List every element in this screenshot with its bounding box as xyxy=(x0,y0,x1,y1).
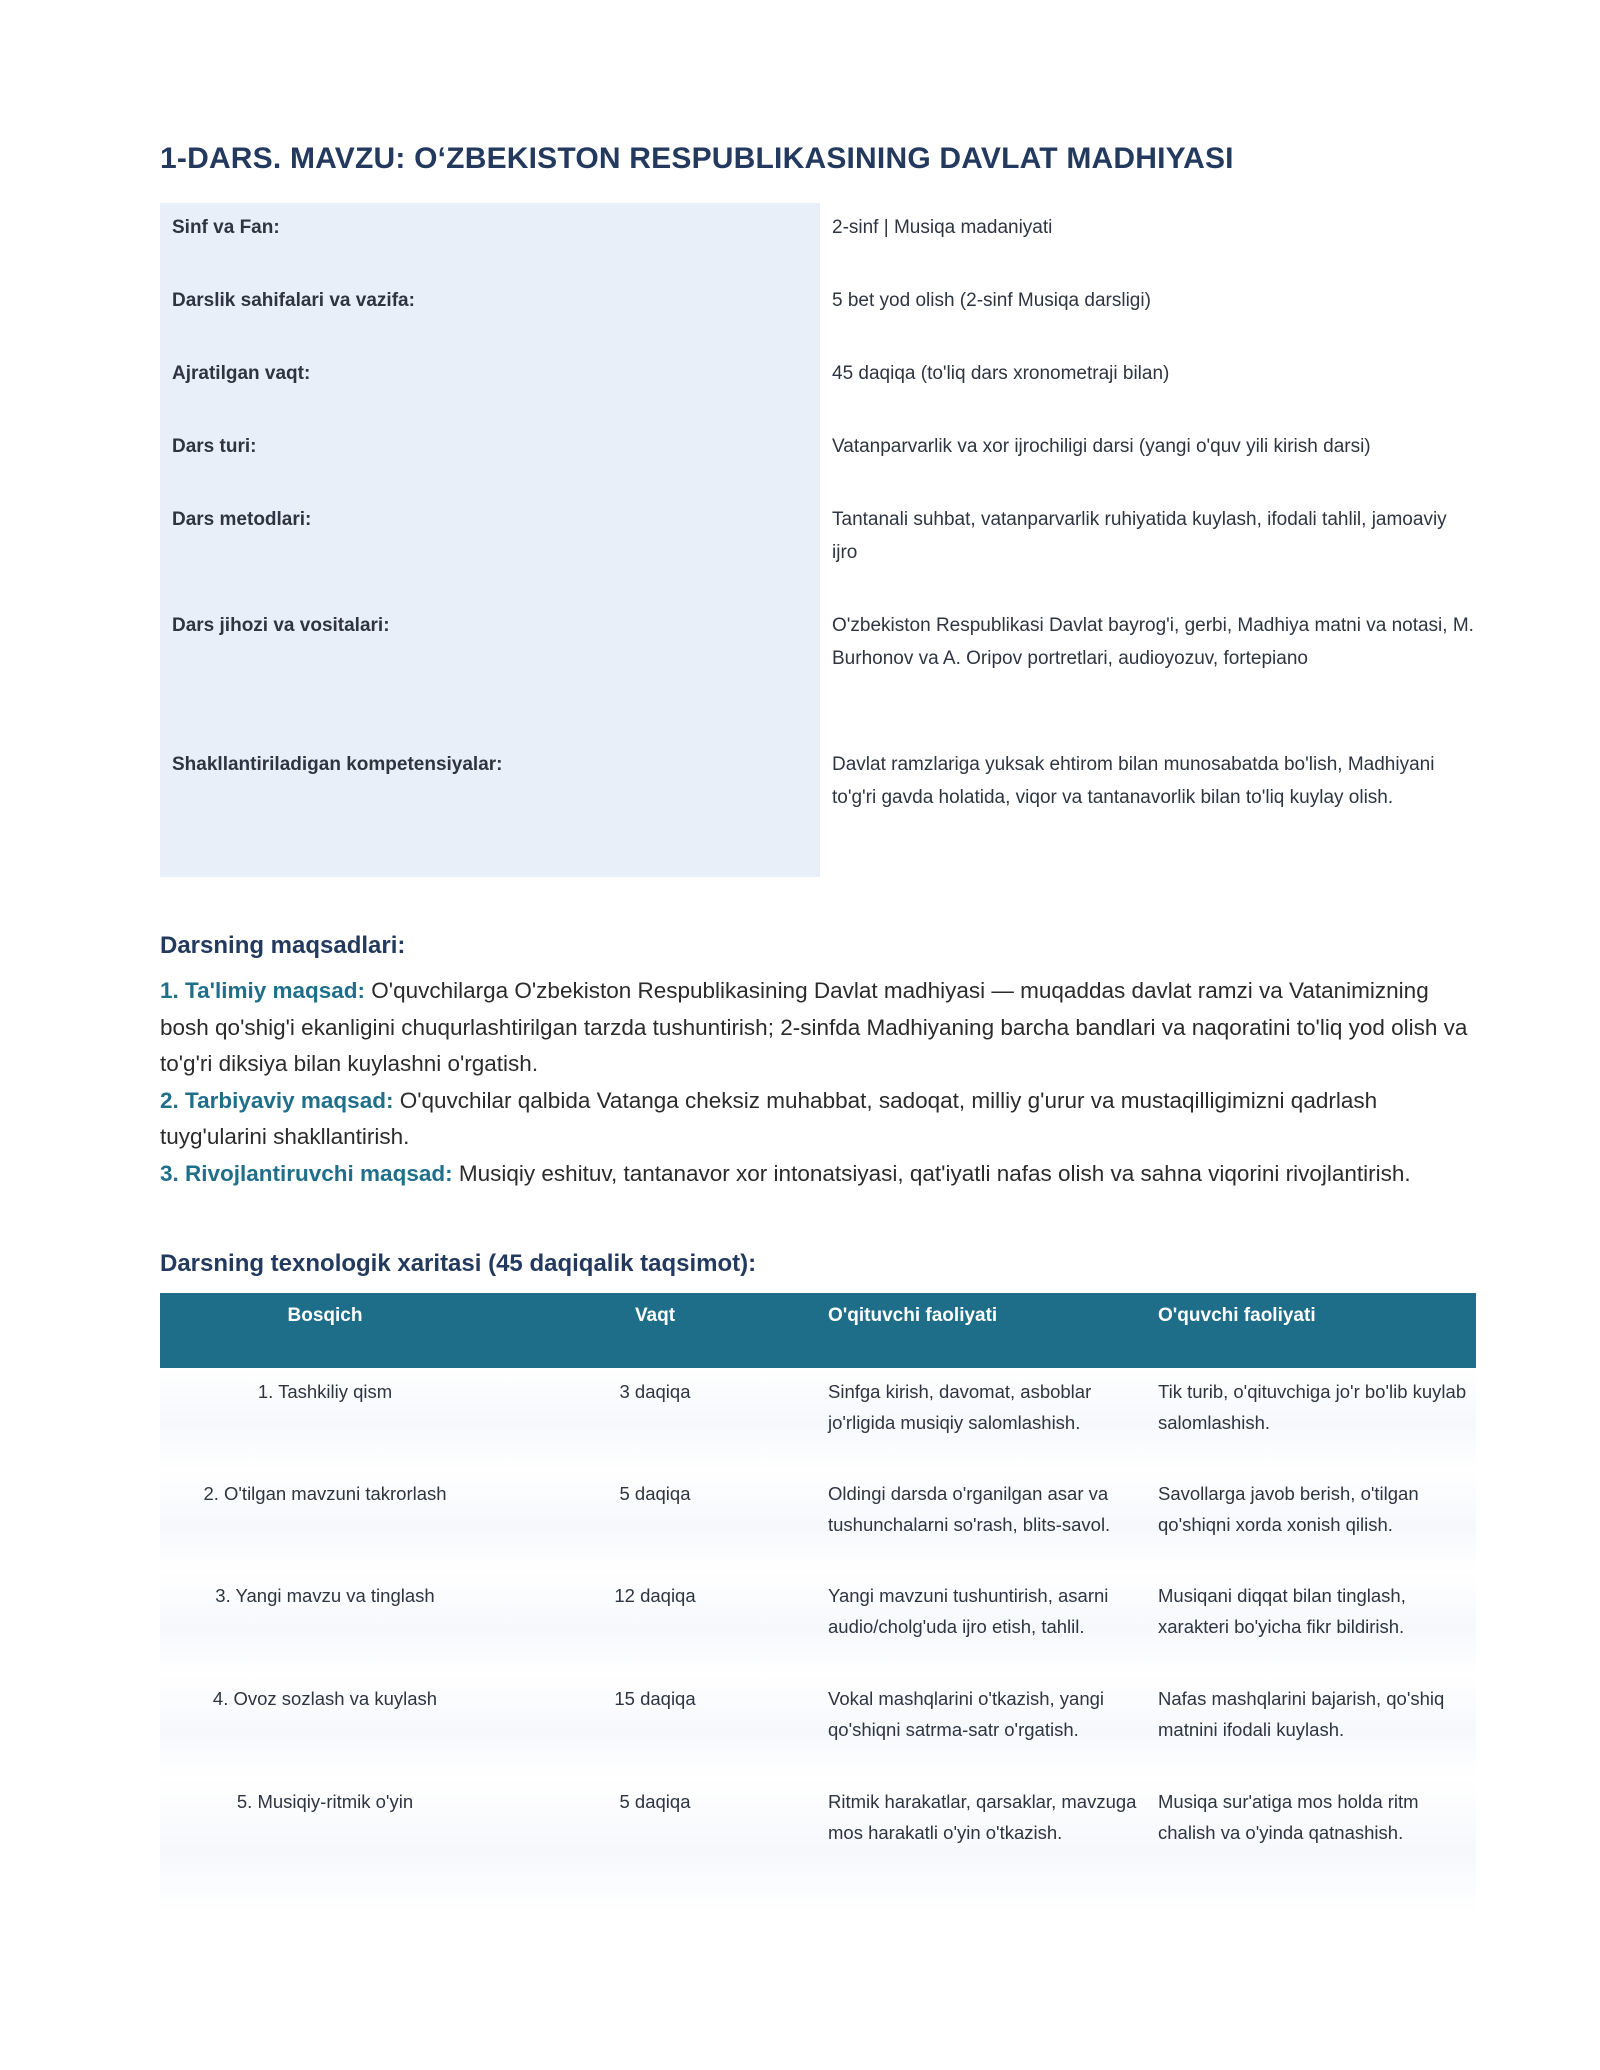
table-row xyxy=(160,1675,1476,1778)
student-cell: Musiqani diqqat bilan tinglash, xarakteri bo'yicha fikr bildirish. xyxy=(1158,1585,1406,1637)
student-cell: Tik turib, o'qituvchiga jo'r bo'lib kuylab salomlashish. xyxy=(1158,1381,1467,1433)
table-row xyxy=(160,1470,1476,1572)
goal-label: 3. Rivojlantiruvchi maqsad: xyxy=(160,1160,453,1186)
teacher-cell: Vokal mashqlarini o'tkazish, yangi qo'shiqni satrma-satr o'rgatish. xyxy=(828,1688,1105,1740)
goal-text: O'quvchilar qalbida Vatanga cheksiz muhabbat, sadoqat, milliy g'urur va mustaqilligimizni qadrlash tuyg'ularini shakllantirish. xyxy=(160,1087,1378,1149)
info-label: Dars metodlari: xyxy=(160,495,820,601)
teacher-cell: Oldingi darsda o'rganilgan asar va tushunchalarni so'rash, blits-savol. xyxy=(828,1483,1111,1535)
page-title: 1-DARS. MAVZU: O‘ZBEKISTON RESPUBLIKASINING DAVLAT MADHIYASI xyxy=(160,142,1234,175)
info-value: Vatanparvarlik va xor ijrochiligi darsi (yangi o'quv yili kirish darsi) xyxy=(832,436,1371,457)
info-value: O'zbekiston Respublikasi Davlat bayrog'i, gerbi, Madhiya matni va notasi, M. Burhonov va A. Oripov portretlari, audioyozuv, fortepiano xyxy=(832,615,1474,669)
info-label: Darslik sahifalari va vazifa: xyxy=(160,276,820,349)
teacher-cell: Sinfga kirish, davomat, asboblar jo'rligida musiqiy salomlashish. xyxy=(828,1381,1092,1433)
student-cell: Savollarga javob berish, o'tilgan qo'shiqni xorda xonish qilish. xyxy=(1158,1483,1419,1535)
teacher-cell: Yangi mavzuni tushuntirish, asarni audio/cholg'uda ijro etish, tahlil. xyxy=(828,1585,1109,1637)
info-label: Ajratilgan vaqt: xyxy=(160,349,820,422)
info-row xyxy=(160,349,1476,422)
goals-heading: Darsning maqsadlari: xyxy=(160,932,406,959)
tech-map-table xyxy=(160,1293,1476,1913)
time-cell: 5 daqiqa xyxy=(619,1483,691,1504)
goals-list xyxy=(160,973,1480,1192)
info-value: 2-sinf | Musiqa madaniyati xyxy=(832,217,1053,238)
student-cell: Nafas mashqlarini bajarish, qo'shiq matnini ifodali kuylash. xyxy=(1158,1688,1445,1740)
stage-cell: 2. O'tilgan mavzuni takrorlash xyxy=(203,1483,447,1504)
info-row xyxy=(160,203,1476,276)
info-label: Dars turi: xyxy=(160,422,820,495)
table-row xyxy=(160,1778,1476,1913)
goal-text: Musiqiy eshituv, tantanavor xor intonatsiyasi, qat'iyatli nafas olish va sahna viqorini rivojlantirish. xyxy=(452,1160,1411,1186)
student-cell: Musiqa sur'atiga mos holda ritm chalish va o'yinda qatnashish. xyxy=(1158,1791,1419,1843)
stage-cell: 4. Ovoz sozlash va kuylash xyxy=(212,1688,438,1709)
stage-cell: 1. Tashkiliy qism xyxy=(257,1381,393,1402)
info-label: Dars jihozi va vositalari: xyxy=(160,601,820,740)
table-row xyxy=(160,1572,1476,1675)
time-cell: 12 daqiqa xyxy=(614,1585,696,1606)
goal-item xyxy=(160,973,1480,1083)
info-row xyxy=(160,276,1476,349)
info-value: 45 daqiqa (to'liq dars xronometraji bilan) xyxy=(832,363,1170,384)
info-label: Shakllantiriladigan kompetensiyalar: xyxy=(160,740,820,877)
info-row xyxy=(160,740,1476,877)
teacher-cell: Ritmik harakatlar, qarsaklar, mavzuga mos harakatli o'yin o'tkazish. xyxy=(828,1791,1137,1843)
table-row xyxy=(160,1368,1476,1470)
time-cell: 15 daqiqa xyxy=(614,1688,696,1709)
time-cell: 5 daqiqa xyxy=(619,1791,691,1812)
info-value: 5 bet yod olish (2-sinf Musiqa darsligi) xyxy=(832,290,1151,311)
info-row xyxy=(160,422,1476,495)
info-value: Davlat ramzlariga yuksak ehtirom bilan munosabatda bo'lish, Madhiyani to'g'ri gavda holatida, viqor va tantanavorlik bilan to'liq kuylay olish. xyxy=(832,754,1435,808)
tech-map-heading: Darsning texnologik xaritasi (45 daqiqalik taqsimot): xyxy=(160,1250,757,1277)
goal-text: O'quvchilarga O'zbekiston Respublikasining Davlat madhiyasi — muqaddas davlat ramzi va Vatanimizning bosh qo'shig'i ekanligini chuqurlashtirilgan tarzda tushuntirish; 2-sinfda Madhiyaning barcha bandlari va naqoratini to'liq yod olish va to'g'ri diksiya bilan kuylashni o'rgatish. xyxy=(160,978,1468,1076)
stage-cell: 3. Yangi mavzu va tinglash xyxy=(215,1585,435,1606)
lesson-info-table xyxy=(160,203,1476,877)
info-row xyxy=(160,601,1476,740)
column-header: Vaqt xyxy=(634,1305,676,1326)
column-header: Bosqich xyxy=(287,1305,363,1326)
column-header: O'quvchi faoliyati xyxy=(1158,1305,1316,1326)
column-header: O'qituvchi faoliyati xyxy=(828,1305,998,1326)
goal-item xyxy=(160,1083,1480,1156)
info-value: Tantanali suhbat, vatanparvarlik ruhiyatida kuylash, ifodali tahlil, jamoaviy ijro xyxy=(832,509,1447,563)
info-row xyxy=(160,495,1476,601)
goal-label: 2. Tarbiyaviy maqsad: xyxy=(160,1087,394,1113)
stage-cell: 5. Musiqiy-ritmik o'yin xyxy=(236,1791,414,1812)
info-label: Sinf va Fan: xyxy=(160,203,820,276)
time-cell: 3 daqiqa xyxy=(619,1381,691,1402)
goal-item xyxy=(160,1156,1480,1193)
goal-label: 1. Ta'limiy maqsad: xyxy=(160,978,366,1003)
table-header xyxy=(160,1293,1476,1368)
